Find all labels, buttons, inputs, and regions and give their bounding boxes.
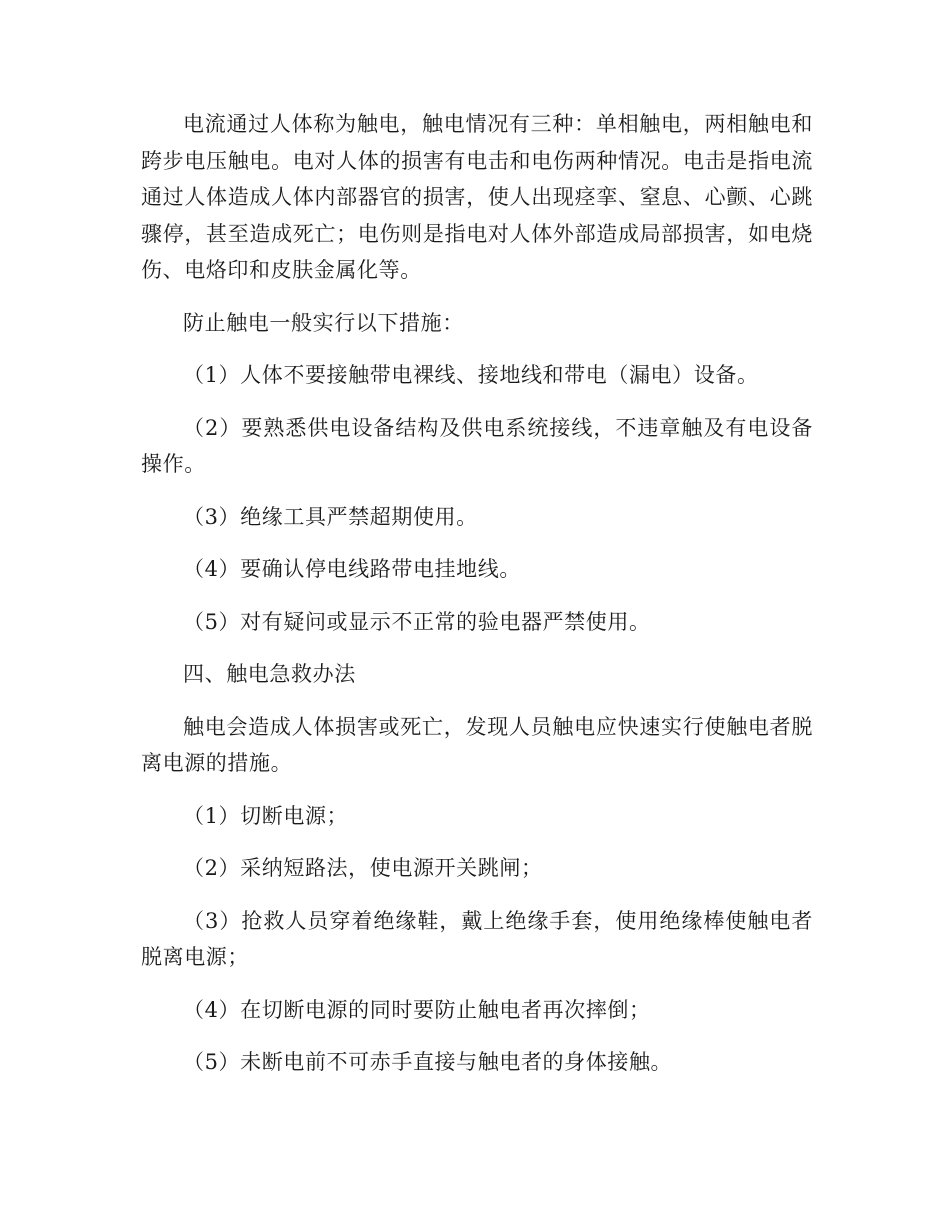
list-item-first-aid-3: （3）抢救人员穿着绝缘鞋，戴上绝缘手套，使用绝缘棒使触电者脱离电源； (141, 908, 813, 969)
list-item-first-aid-5: （5）未断电前不可赤手直接与触电者的身体接触。 (183, 1050, 673, 1074)
list-item-first-aid-1: （1）切断电源； (183, 803, 349, 828)
paragraph-first-aid-intro: 触电会造成人体损害或死亡，发现人员触电应快速实行使触电者脱离电源的措施。 (141, 714, 813, 775)
list-item-prevention-3: （3）绝缘工具严禁超期使用。 (183, 504, 478, 529)
list-item-first-aid-2: （2）采纳短路法，使电源开关跳闸； (183, 856, 543, 880)
document-body (141, 106, 813, 1081)
list-item-prevention-5: （5）对有疑问或显示不正常的验电器严禁使用。 (183, 609, 651, 634)
paragraph-electric-shock-intro: 电流通过人体称为触电，触电情况有三种：单相触电，两相触电和跨步电压触电。电对人体的损害有电击和电伤两种情况。电击是指电流通过人体造成人体内部器官的损害，使人出现痉挛、窒息、心颤、心跳骤停，甚至造成死亡；电伤则是指电对人体外部造成局部损害，如电烧伤、电烙印和皮肤金属化等。 (141, 112, 813, 282)
paragraph-prevention-heading: 防止触电一般实行以下措施： (183, 310, 464, 335)
list-item-first-aid-4: （4）在切断电源的同时要防止触电者再次摔倒； (183, 997, 651, 1022)
list-item-prevention-1: （1）人体不要接触带电裸线、接地线和带电（漏电）设备。 (183, 363, 759, 387)
list-item-prevention-2: （2）要熟悉供电设备结构及供电系统接线，不违章触及有电设备操作。 (141, 415, 813, 476)
list-item-prevention-4: （4）要确认停电线路带电挂地线。 (183, 557, 521, 581)
section-heading-first-aid: 四、触电急救办法 (183, 662, 356, 686)
